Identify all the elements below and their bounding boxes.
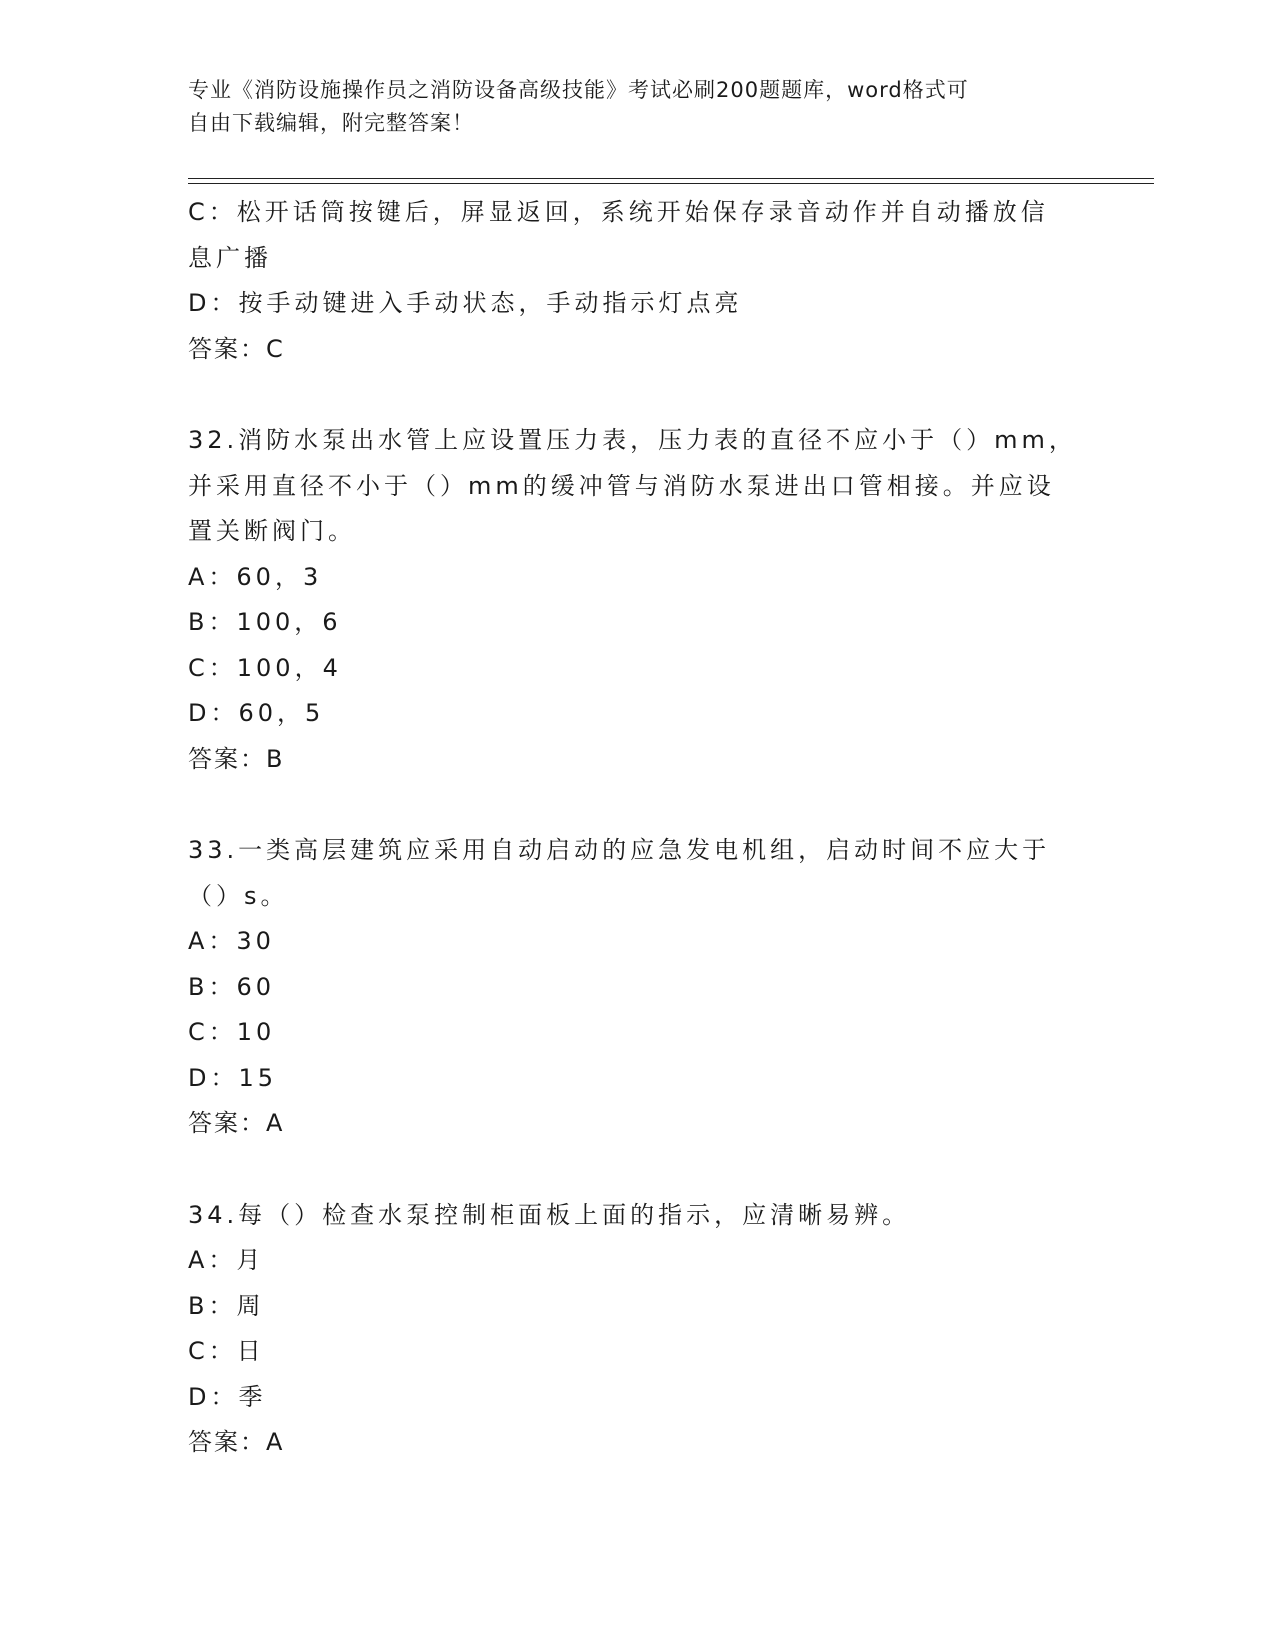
option-a: A：30	[188, 927, 275, 955]
spacer	[188, 372, 1088, 418]
option-d: D：60，5	[188, 699, 325, 727]
option-c: C：10	[188, 1018, 276, 1046]
header-divider-top	[188, 178, 1154, 179]
question-list	[188, 190, 1088, 1466]
option-b: B：周	[188, 1291, 265, 1320]
question-text-line-1: 33.一类高层建筑应采用自动启动的应急发电机组，启动时间不应大于	[188, 836, 1051, 864]
question-text-line-1: 34.每（）检查水泵控制柜面板上面的指示，应清晰易辨。	[188, 1200, 911, 1229]
header-title-line-1: 专业《消防设施操作员之消防设备高级技能》考试必刷200题题库，word格式可	[188, 78, 969, 102]
answer: 答案：A	[188, 1109, 285, 1137]
option-d: D：季	[188, 1382, 267, 1411]
option-c: C：日	[188, 1337, 265, 1365]
option-d: D：15	[188, 1063, 278, 1092]
option-c-line-2: 息广播	[188, 243, 272, 272]
option-a: A：60，3	[188, 562, 323, 591]
answer: 答案：C	[188, 334, 285, 363]
answer: 答案：A	[188, 1428, 285, 1456]
question-text-line-3: 置关断阀门。	[188, 517, 356, 545]
question-text-line-2: （）s。	[188, 881, 289, 910]
header-title-line-2: 自由下载编辑，附完整答案！	[188, 111, 474, 135]
option-a: A：月	[188, 1246, 265, 1274]
document-header	[188, 74, 1068, 140]
option-c-line-1: C：松开话筒按键后，屏显返回，系统开始保存录音动作并自动播放信	[188, 198, 1049, 226]
question-33	[188, 828, 1088, 1147]
question-32	[188, 418, 1088, 782]
answer: 答案：B	[188, 744, 285, 773]
option-d: D：按手动键进入手动状态，手动指示灯点亮	[188, 289, 743, 317]
question-text-line-2: 并采用直径不小于（）mm的缓冲管与消防水泵进出口管相接。并应设	[188, 471, 1055, 500]
question-31-tail	[188, 190, 1088, 372]
option-c: C：100，4	[188, 653, 342, 682]
question-text-line-1: 32.消防水泵出水管上应设置压力表，压力表的直径不应小于（）mm，	[188, 426, 1077, 454]
spacer	[188, 782, 1088, 828]
header-divider-bottom	[188, 183, 1154, 184]
option-b: B：60	[188, 972, 276, 1001]
option-b: B：100，6	[188, 608, 342, 636]
spacer	[188, 1147, 1088, 1193]
question-34	[188, 1193, 1088, 1466]
